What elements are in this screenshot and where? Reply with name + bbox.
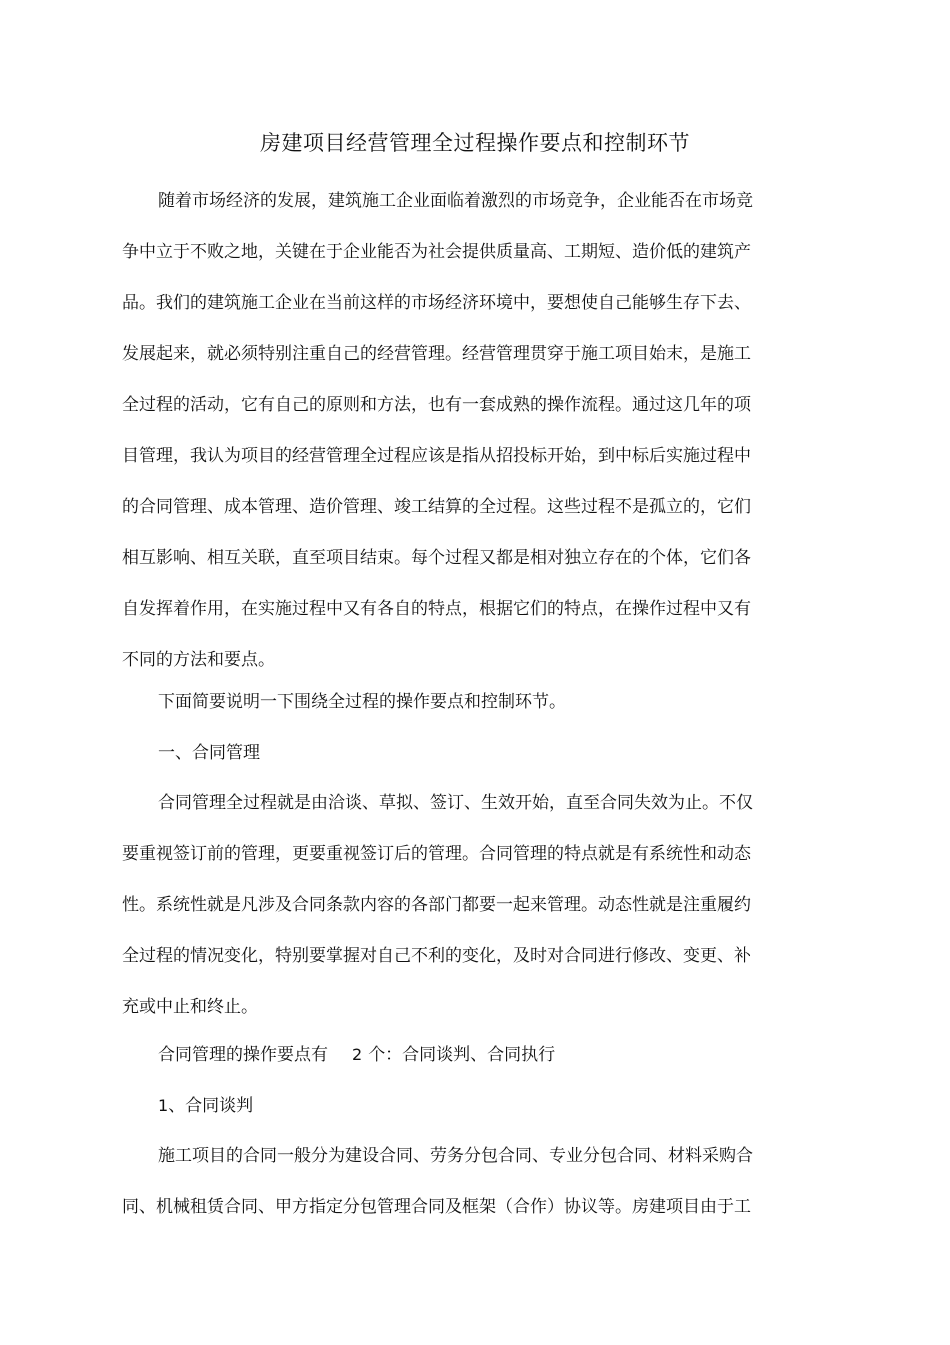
paragraph-line: 争中立于不败之地，关键在于企业能否为社会提供质量高、工期短、造价低的建筑产 [122,242,751,262]
sub-heading-number: 1 [158,1096,169,1115]
section-heading-text: 一、合同管理 [158,743,260,763]
key-points-prefix: 合同管理的操作要点有 [158,1045,328,1065]
paragraph-line: 同、机械租赁合同、甲方指定分包管理合同及框架（合作）协议等。房建项目由于工 [122,1197,751,1217]
paragraph-line: 品。我们的建筑施工企业在当前这样的市场经济环境中，要想使自己能够生存下去、 [122,293,751,313]
paragraph-line: 全过程的情况变化，特别要掌握对自己不利的变化，及时对合同进行修改、变更、补 [122,946,751,966]
paragraph-line: 下面简要说明一下围绕全过程的操作要点和控制环节。 [158,692,566,712]
paragraph-line: 不同的方法和要点。 [122,650,275,670]
paragraph-line: 随着市场经济的发展，建筑施工企业面临着激烈的市场竞争，企业能否在市场竞 [158,191,753,211]
contract-paragraph [122,778,792,1033]
paragraph-line: 施工项目的合同一般分为建设合同、劳务分包合同、专业分包合同、材料采购合 [158,1146,753,1166]
paragraph-line [122,1029,792,1080]
key-points-count: 2 [352,1045,363,1064]
negotiation-paragraph [122,1131,792,1233]
paragraph-line: 充或中止和终止。 [122,997,258,1017]
paragraph-line: 发展起来，就必须特别注重自己的经营管理。经营管理贯穿于施工项目始末，是施工 [122,344,751,364]
document-title: 房建项目经营管理全过程操作要点和控制环节 [260,131,690,155]
paragraph-line: 相互影响、相互关联，直至项目结束。每个过程又都是相对独立存在的个体，它们各 [122,548,751,568]
paragraph-line: 全过程的活动，它有自己的原则和方法，也有一套成熟的操作流程。通过这几年的项 [122,395,751,415]
paragraph-line: 合同管理全过程就是由洽谈、草拟、签订、生效开始，直至合同失效为止。不仅 [158,793,753,813]
key-points-suffix: 个：合同谈判、合同执行 [368,1045,556,1065]
paragraph-line: 自发挥着作用，在实施过程中又有各自的特点，根据它们的特点，在操作过程中又有 [122,599,751,619]
section-heading [122,728,792,779]
overview-paragraph [122,677,792,728]
paragraph-line: 要重视签订前的管理，更要重视签订后的管理。合同管理的特点就是有系统性和动态 [122,844,751,864]
intro-paragraph [122,176,792,686]
sub-heading-line [122,1080,792,1131]
sub-heading-text: 、合同谈判 [168,1096,254,1116]
paragraph-line: 性。系统性就是凡涉及合同条款内容的各部门都要一起来管理。动态性就是注重履约 [122,895,751,915]
paragraph-line: 目管理，我认为项目的经营管理全过程应该是指从招投标开始，到中标后实施过程中 [122,446,751,466]
sub-heading [122,1080,792,1131]
paragraph-line: 的合同管理、成本管理、造价管理、竣工结算的全过程。这些过程不是孤立的，它们 [122,497,751,517]
key-points-paragraph [122,1029,792,1080]
